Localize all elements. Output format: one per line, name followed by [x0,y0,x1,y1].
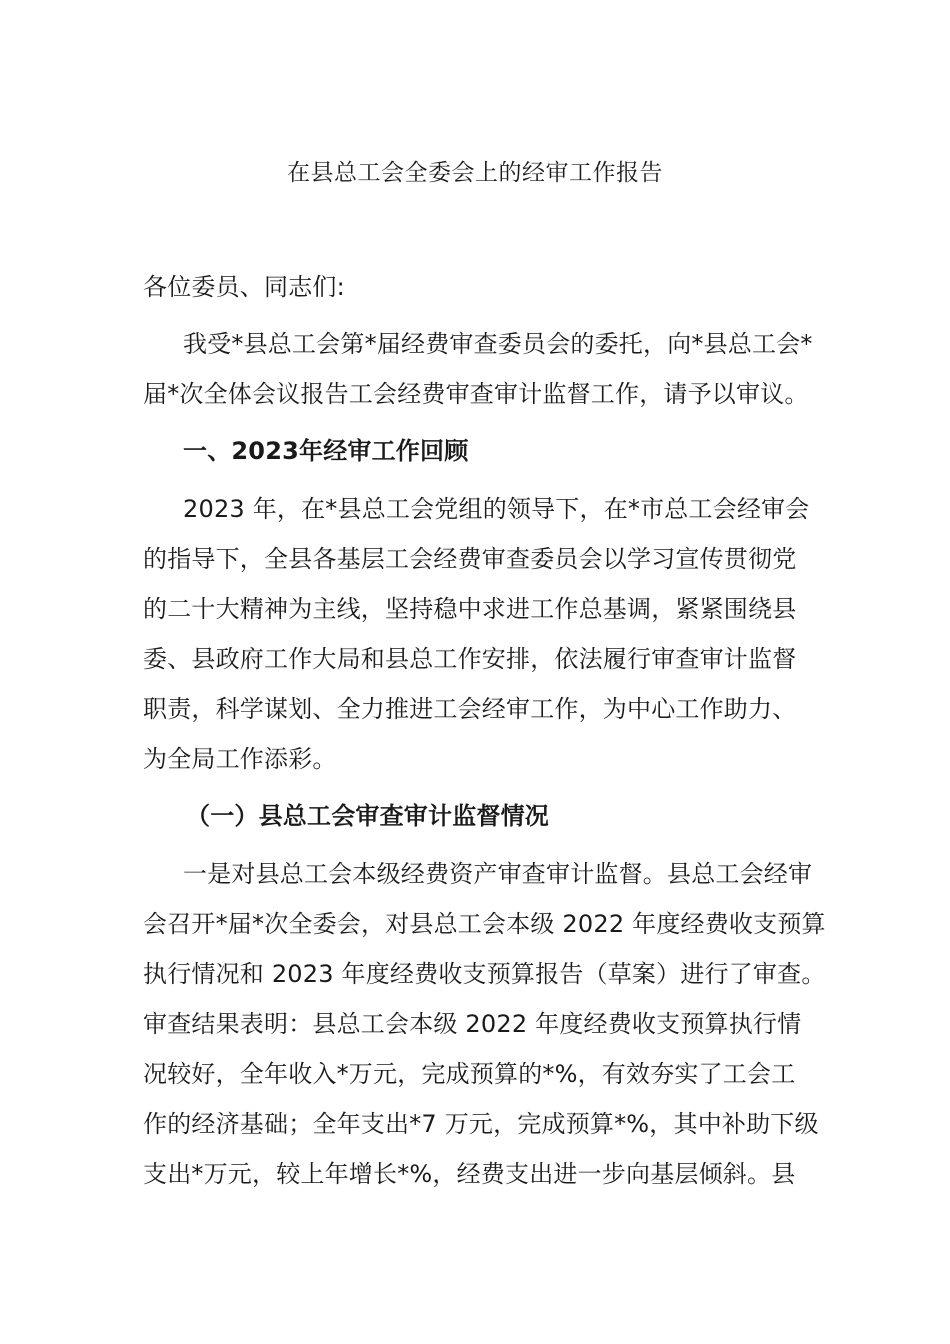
paragraph-line: 2023 年，在*县总工会党组的领导下，在*市总工会经审会 [183,495,810,523]
subsection-heading: （一）县总工会审查审计监督情况 [186,802,549,830]
paragraph-line: 支出*万元，较上年增长*%，经费支出进一步向基层倾斜。县 [143,1160,796,1188]
paragraph-line: 我受*县总工会第*届经费审查委员会的委托，向*县总工会* [183,330,813,358]
salutation: 各位委员、同志们: [143,273,345,301]
paragraph-line: 委、县政府工作大局和县总工作安排，依法履行审查审计监督 [143,645,797,673]
paragraph-line: 作的经济基础；全年支出*7 万元，完成预算*%，其中补助下级 [143,1110,819,1138]
document-title: 在县总工会全委会上的经审工作报告 [287,160,663,186]
section-heading: 一、2023年经审工作回顾 [183,437,469,465]
paragraph-line: 会召开*届*次全委会，对县总工会本级 2022 年度经费收支预算 [143,910,826,938]
paragraph-line: 的二十大精神为主线，坚持稳中求进工作总基调，紧紧围绕县 [143,595,797,623]
paragraph-line: 一是对县总工会本级经费资产审查审计监督。县总工会经审 [183,860,813,888]
paragraph-line: 的指导下，全县各基层工会经费审查委员会以学习宣传贯彻党 [143,545,797,573]
paragraph-line: 届*次全体会议报告工会经费审查审计监督工作，请予以审议。 [143,380,809,408]
paragraph-line: 职责，科学谋划、全力推进工会经审工作，为中心工作助力、 [143,695,797,723]
paragraph-line: 审查结果表明：县总工会本级 2022 年度经费收支预算执行情 [143,1010,802,1038]
paragraph-line: 为全局工作添彩。 [143,745,337,773]
paragraph-line: 执行情况和 2023 年度经费收支预算报告（草案）进行了审查。 [143,960,826,988]
paragraph-line: 况较好，全年收入*万元，完成预算的*%，有效夯实了工会工 [143,1060,796,1088]
